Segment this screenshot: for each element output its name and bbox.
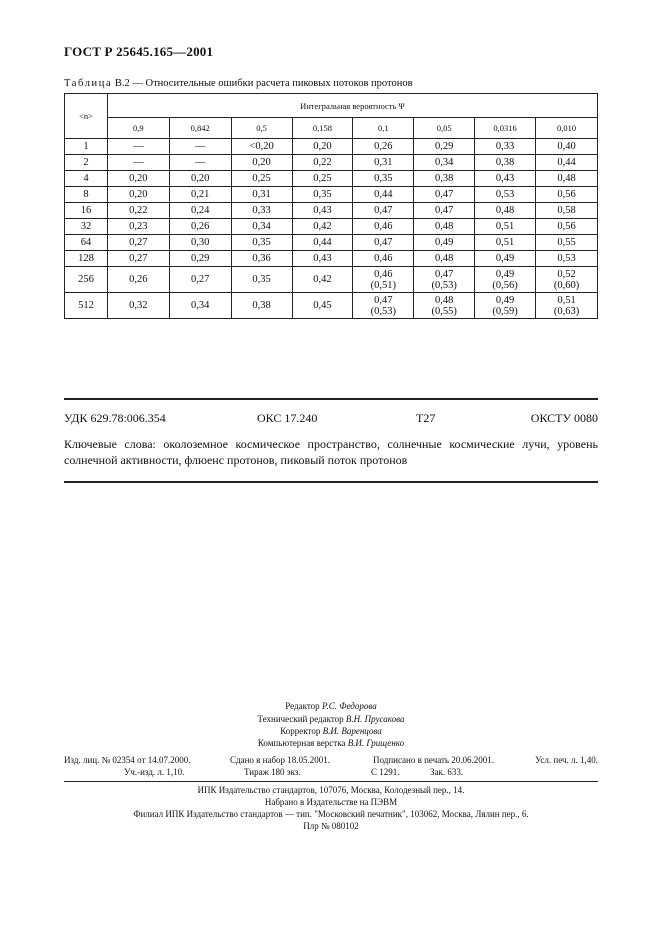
- probability-column-header: 0,5: [231, 118, 292, 139]
- error-value: 0,48: [435, 221, 454, 232]
- error-value: 0,38: [435, 173, 454, 184]
- value-cell: [169, 203, 231, 219]
- error-value: 0,31: [374, 157, 393, 168]
- error-value: 0,22: [129, 205, 148, 216]
- license-info: Изд. лиц. № 02354 от 14.07.2000.: [64, 755, 191, 765]
- value-cell: [353, 293, 414, 319]
- probability-group-header: Интегральная вероятность Ψ: [107, 94, 597, 118]
- error-value: 0,47: [374, 294, 393, 306]
- table-row: [65, 251, 598, 267]
- udk-code: УДК 629.78:006.354: [64, 411, 166, 425]
- value-cell: [169, 293, 231, 319]
- order-number: Зак. 633.: [430, 767, 464, 777]
- print-sheets: Усл. печ. л. 1,40.: [535, 755, 598, 765]
- error-value: 0,51: [557, 294, 576, 306]
- value-cell: [169, 267, 231, 293]
- error-value: 0,47: [435, 205, 454, 216]
- error-value: 0,43: [313, 205, 332, 216]
- section-rule-bottom: [64, 481, 598, 483]
- publisher-line: ИПК Издательство стандартов, 107076, Москва, Колодезный пер., 14.: [197, 785, 465, 795]
- value-cell: [536, 235, 598, 251]
- value-cell: [231, 219, 292, 235]
- value-cell: [231, 155, 292, 171]
- value-cell: [169, 187, 231, 203]
- table-caption-prefix: Таблица: [64, 78, 113, 89]
- n-cell: 512: [65, 293, 108, 319]
- error-value: 0,44: [557, 157, 576, 168]
- value-cell: [414, 139, 475, 155]
- value-cell: [475, 155, 536, 171]
- error-value: 0,33: [495, 141, 515, 152]
- error-value-alt: (0,56): [492, 279, 518, 291]
- n-cell: 64: [65, 235, 108, 251]
- error-value: 0,32: [129, 300, 148, 311]
- error-value-alt: (0,53): [431, 279, 457, 291]
- value-cell: [231, 139, 292, 155]
- error-value: 0,38: [252, 300, 271, 311]
- value-cell: [536, 219, 598, 235]
- value-cell: [414, 267, 475, 293]
- error-value: 0,43: [313, 253, 332, 264]
- plr-line: Плр № 080102: [303, 821, 359, 831]
- error-value: 0,34: [191, 300, 210, 311]
- table-row: [65, 293, 598, 319]
- error-value: 0,34: [435, 157, 454, 168]
- error-value-alt: (0,60): [553, 279, 580, 291]
- value-cell: [169, 251, 231, 267]
- value-cell: [231, 171, 292, 187]
- error-value: 0,23: [129, 221, 148, 232]
- document-header: ГОСТ Р 25645.165—2001: [64, 44, 214, 59]
- value-cell: [475, 171, 536, 187]
- value-cell: [536, 293, 598, 319]
- value-cell: [107, 203, 169, 219]
- n-cell: 256: [65, 267, 108, 293]
- value-cell: [475, 219, 536, 235]
- copies: Тираж 180 экз.: [244, 767, 301, 777]
- error-value: 0,46: [374, 253, 393, 264]
- imprint-rule: [64, 781, 598, 782]
- error-value: 0,46: [374, 221, 393, 232]
- error-value: 0,53: [495, 189, 515, 200]
- value-cell: [536, 187, 598, 203]
- table-row: [65, 187, 598, 203]
- value-cell: [169, 235, 231, 251]
- error-value: 0,48: [435, 294, 454, 306]
- value-cell: [353, 171, 414, 187]
- value-cell: [475, 293, 536, 319]
- n-cell: 2: [65, 155, 108, 171]
- error-value: 0,42: [313, 274, 332, 285]
- signed-date: Подписано в печать 20.06.2001.: [373, 755, 495, 765]
- n-cell: 32: [65, 219, 108, 235]
- value-cell: [292, 203, 353, 219]
- keywords: Ключевые слова: околоземное космическое пространство, солнечные космические лучи, уровень солнечной активности, флюенс протонов, пиковый поток протонов: [64, 437, 598, 467]
- print-code: С 1291.: [371, 767, 400, 777]
- probability-column-header: 0,158: [292, 118, 353, 139]
- error-value: 0,33: [252, 205, 271, 216]
- error-value: 0,51: [495, 237, 515, 248]
- value-cell: [536, 171, 598, 187]
- table-row: [65, 235, 598, 251]
- probability-column-header: 0,9: [107, 118, 169, 139]
- error-value: 0,58: [557, 205, 576, 216]
- error-value-alt: (0,51): [370, 279, 396, 291]
- error-value: 0,47: [435, 268, 454, 280]
- error-value: 0,43: [495, 173, 515, 184]
- value-cell: [107, 267, 169, 293]
- value-cell: [353, 203, 414, 219]
- value-cell: [353, 251, 414, 267]
- value-cell: [292, 171, 353, 187]
- tech-editor-line: Технический редактор В.Н. Прусакова: [257, 714, 405, 724]
- value-cell: [107, 187, 169, 203]
- value-cell: [107, 235, 169, 251]
- value-cell: [107, 251, 169, 267]
- error-value: 0,35: [374, 173, 393, 184]
- error-value: 0,20: [313, 141, 332, 152]
- error-value: 0,20: [129, 189, 148, 200]
- n-cell: 4: [65, 171, 108, 187]
- error-value: 0,27: [129, 253, 148, 264]
- value-cell: [353, 219, 414, 235]
- error-value: 0,26: [374, 141, 393, 152]
- error-value: 0,27: [129, 237, 148, 248]
- error-value: 0,35: [252, 274, 271, 285]
- error-value: 0,49: [495, 253, 515, 264]
- error-value: 0,48: [557, 173, 576, 184]
- value-cell: [231, 251, 292, 267]
- value-cell: [107, 171, 169, 187]
- error-value: —: [133, 141, 144, 152]
- error-value: 0,36: [252, 253, 271, 264]
- n-cell: 1: [65, 139, 108, 155]
- error-value: <0,20: [249, 141, 274, 152]
- error-value: 0,56: [557, 189, 576, 200]
- table-caption: [64, 78, 413, 89]
- editor-line: Редактор Р.С. Федорова: [285, 701, 377, 711]
- value-cell: [292, 139, 353, 155]
- value-cell: [231, 293, 292, 319]
- value-cell: [107, 293, 169, 319]
- error-value: 0,49: [495, 294, 515, 306]
- value-cell: [292, 251, 353, 267]
- value-cell: [414, 219, 475, 235]
- value-cell: [475, 203, 536, 219]
- value-cell: [169, 171, 231, 187]
- value-cell: [169, 139, 231, 155]
- table-caption-text: В.2 — Относительные ошибки расчета пиковых потоков протонов: [114, 78, 413, 89]
- value-cell: [536, 203, 598, 219]
- sent-date: Сдано в набор 18.05.2001.: [230, 755, 331, 765]
- okstu-code: ОКСТУ 0080: [530, 411, 598, 425]
- oks-code: ОКС 17.240: [257, 411, 318, 425]
- value-cell: [353, 187, 414, 203]
- error-value: 0,26: [191, 221, 210, 232]
- value-cell: [414, 251, 475, 267]
- value-cell: [536, 267, 598, 293]
- error-value: 0,38: [495, 157, 515, 168]
- error-value: —: [194, 141, 206, 152]
- section-rule-top: [64, 398, 598, 400]
- error-value-alt: (0,55): [431, 305, 457, 317]
- error-value: 0,42: [313, 221, 332, 232]
- value-cell: [414, 187, 475, 203]
- errors-table: [64, 93, 598, 319]
- value-cell: [353, 155, 414, 171]
- branch-line: Филиал ИПК Издательство стандартов — тип. "Московский печатник", 103062, Москва, Лялин пер., 6.: [133, 809, 529, 819]
- error-value: 0,34: [252, 221, 271, 232]
- error-value: 0,22: [313, 157, 332, 168]
- value-cell: [414, 293, 475, 319]
- error-value: 0,56: [557, 221, 576, 232]
- layout-line: Компьютерная верстка В.И. Грищенко: [257, 738, 405, 748]
- error-value: 0,21: [191, 189, 210, 200]
- value-cell: [414, 171, 475, 187]
- value-cell: [292, 267, 353, 293]
- table-row: [65, 171, 598, 187]
- error-value: 0,40: [557, 141, 576, 152]
- error-value: 0,25: [313, 173, 332, 184]
- value-cell: [536, 139, 598, 155]
- value-cell: [292, 293, 353, 319]
- error-value: 0,48: [435, 253, 454, 264]
- value-cell: [536, 155, 598, 171]
- error-value: 0,29: [191, 253, 210, 264]
- error-value: 0,35: [313, 189, 332, 200]
- value-cell: [292, 235, 353, 251]
- error-value-alt: (0,59): [492, 305, 518, 317]
- value-cell: [475, 267, 536, 293]
- error-value: 0,44: [313, 237, 332, 248]
- error-value: 0,24: [191, 205, 210, 216]
- error-value: 0,26: [129, 274, 148, 285]
- table-row: [65, 203, 598, 219]
- value-cell: [475, 139, 536, 155]
- t-code: Т27: [416, 411, 436, 425]
- n-cell: 128: [65, 251, 108, 267]
- error-value: 0,44: [374, 189, 393, 200]
- value-cell: [475, 235, 536, 251]
- probability-column-header: 0,05: [414, 118, 475, 139]
- n-column-header: <n>: [65, 94, 108, 139]
- value-cell: [231, 235, 292, 251]
- value-cell: [231, 203, 292, 219]
- value-cell: [292, 219, 353, 235]
- value-cell: [353, 139, 414, 155]
- value-cell: [107, 219, 169, 235]
- error-value: 0,27: [191, 274, 210, 285]
- error-value-alt: (0,53): [370, 305, 396, 317]
- error-value: 0,25: [252, 173, 271, 184]
- value-cell: [292, 155, 353, 171]
- error-value: 0,45: [313, 300, 332, 311]
- value-cell: [475, 251, 536, 267]
- probability-column-header: 0,0316: [475, 118, 536, 139]
- error-value: 0,35: [252, 237, 271, 248]
- error-value: 0,29: [435, 141, 454, 152]
- probability-column-header: 0,1: [353, 118, 414, 139]
- error-value: 0,48: [495, 205, 515, 216]
- table-row: [65, 139, 598, 155]
- pub-sheets: Уч.-изд. л. 1,10.: [124, 767, 185, 777]
- error-value: 0,47: [374, 237, 393, 248]
- value-cell: [107, 139, 169, 155]
- n-cell: 16: [65, 203, 108, 219]
- error-value: 0,30: [191, 237, 210, 248]
- error-value: 0,47: [374, 205, 393, 216]
- value-cell: [414, 235, 475, 251]
- error-value: 0,46: [374, 268, 393, 280]
- value-cell: [231, 267, 292, 293]
- value-cell: [353, 235, 414, 251]
- value-cell: [292, 187, 353, 203]
- probability-column-header: 0,842: [169, 118, 231, 139]
- value-cell: [414, 155, 475, 171]
- error-value: 0,49: [495, 268, 515, 280]
- error-value: 0,47: [435, 189, 454, 200]
- value-cell: [231, 187, 292, 203]
- error-value: 0,20: [129, 173, 148, 184]
- error-value-alt: (0,63): [553, 305, 580, 317]
- value-cell: [536, 251, 598, 267]
- value-cell: [169, 219, 231, 235]
- typeset-line: Набрано в Издательстве на ПЭВМ: [264, 797, 398, 807]
- error-value: 0,53: [557, 253, 576, 264]
- value-cell: [169, 155, 231, 171]
- error-value: 0,49: [435, 237, 454, 248]
- value-cell: [353, 267, 414, 293]
- corrector-line: Корректор В.И. Варенцова: [280, 726, 382, 736]
- value-cell: [475, 187, 536, 203]
- error-value: 0,51: [495, 221, 515, 232]
- error-value: 0,52: [557, 268, 576, 280]
- error-value: 0,31: [252, 189, 271, 200]
- probability-column-header: 0,010: [536, 118, 598, 139]
- error-value: 0,20: [252, 157, 271, 168]
- table-row: [65, 155, 598, 171]
- error-value: 0,20: [191, 173, 210, 184]
- error-value: —: [194, 157, 206, 168]
- error-value: —: [133, 157, 144, 168]
- n-cell: 8: [65, 187, 108, 203]
- table-row: [65, 219, 598, 235]
- error-value: 0,55: [557, 237, 576, 248]
- value-cell: [414, 203, 475, 219]
- value-cell: [107, 155, 169, 171]
- table-row: [65, 267, 598, 293]
